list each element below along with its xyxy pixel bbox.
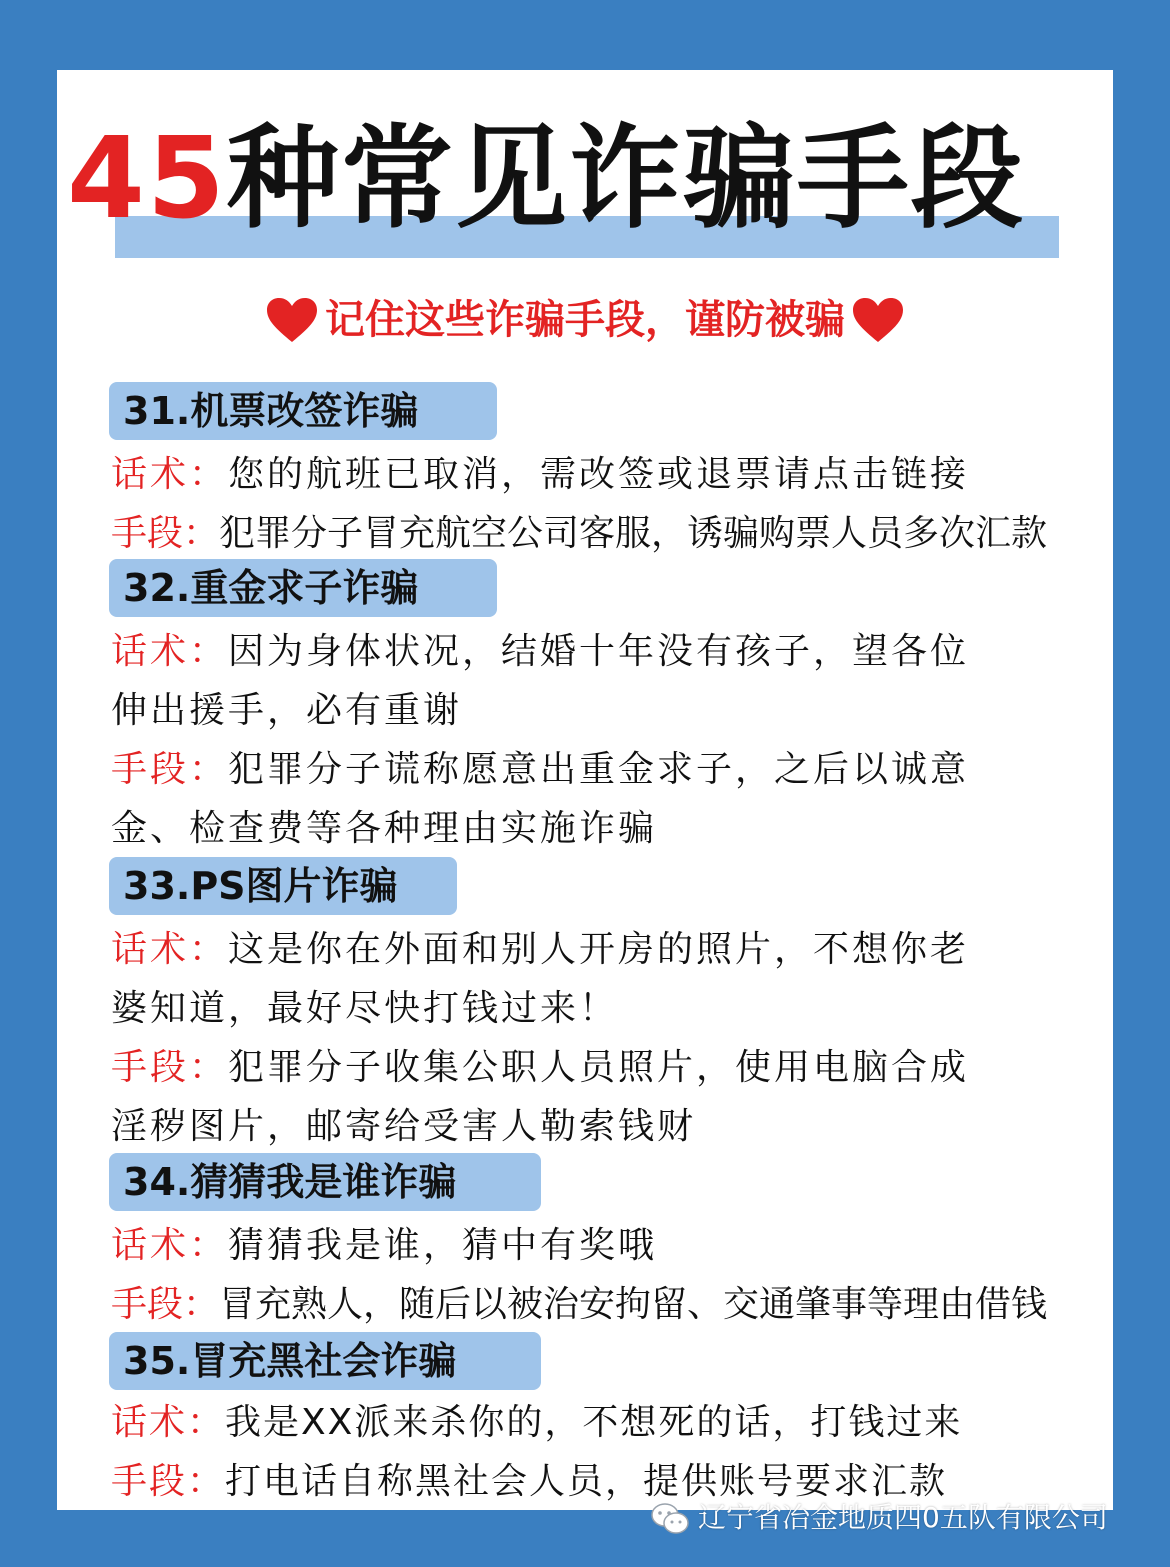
item-method-line: 淫秽图片，邮寄给受害人勒索钱财 — [111, 1106, 697, 1147]
heart-icon — [265, 296, 319, 344]
item-script-line — [111, 622, 1071, 681]
item-script-line: 伸出援手，必有重谢 — [111, 690, 463, 731]
script-label: 话术： — [111, 454, 229, 495]
script-text: 这是你在外面和别人开房的照片，不想你老 — [228, 929, 970, 970]
item-heading: 35.冒充黑社会诈骗 — [109, 1332, 541, 1390]
script-label: 话术： — [111, 929, 229, 970]
item-heading: 33.PS图片诈骗 — [109, 857, 457, 915]
script-text: 您的航班已取消，需改签或退票请点击链接 — [228, 454, 970, 495]
watermark-text: 辽宁省冶金地质四0五队有限公司 — [698, 1501, 1108, 1534]
item-script-line — [111, 920, 1071, 979]
item-heading: 32.重金求子诈骗 — [109, 559, 497, 617]
item-method-line — [111, 504, 1071, 563]
subtitle — [57, 286, 1113, 350]
method-label: 手段： — [111, 513, 220, 554]
method-label: 手段： — [111, 749, 229, 790]
item-heading: 31.机票改签诈骗 — [109, 382, 497, 440]
item-method-line: 金、检查费等各种理由实施诈骗 — [111, 808, 658, 849]
title-number: 45 — [67, 114, 227, 244]
wechat-icon — [650, 1502, 690, 1536]
heart-icon — [851, 296, 905, 344]
script-label: 话术： — [111, 1225, 229, 1266]
method-text: 犯罪分子谎称愿意出重金求子，之后以诚意 — [228, 749, 970, 790]
script-text: 因为身体状况，结婚十年没有孩子，望各位 — [228, 631, 970, 672]
watermark — [650, 1493, 1108, 1543]
title-block — [57, 110, 1113, 260]
method-text: 打电话自称黑社会人员，提供账号要求汇款 — [225, 1461, 948, 1502]
subtitle-text: 记住这些诈骗手段，谨防被骗 — [325, 297, 845, 343]
item-method-line — [111, 740, 1071, 799]
item-method-line — [111, 1275, 1071, 1334]
script-text: 猜猜我是谁，猜中有奖哦 — [228, 1225, 658, 1266]
item-heading: 34.猜猜我是谁诈骗 — [109, 1153, 541, 1211]
script-text: 我是XX派来杀你的，不想死的话，打钱过来 — [225, 1402, 963, 1443]
method-text: 犯罪分子收集公职人员照片，使用电脑合成 — [228, 1047, 970, 1088]
method-label: 手段： — [111, 1047, 229, 1088]
method-text: 犯罪分子冒充航空公司客服，诱骗购票人员多次汇款 — [219, 513, 1048, 554]
title-text: 种常见诈骗手段 — [226, 114, 1025, 244]
method-text: 冒充熟人，随后以被治安拘留、交通肇事等理由借钱 — [219, 1284, 1048, 1325]
item-method-line — [111, 1038, 1071, 1097]
method-label: 手段： — [111, 1461, 226, 1502]
method-label: 手段： — [111, 1284, 220, 1325]
item-script-line — [111, 1393, 1071, 1452]
page-title — [67, 114, 1107, 244]
script-label: 话术： — [111, 631, 229, 672]
item-script-line — [111, 445, 1071, 504]
item-script-line: 婆知道，最好尽快打钱过来！ — [111, 988, 619, 1029]
script-label: 话术： — [111, 1402, 226, 1443]
content-card — [57, 70, 1113, 1510]
item-script-line — [111, 1216, 1071, 1275]
